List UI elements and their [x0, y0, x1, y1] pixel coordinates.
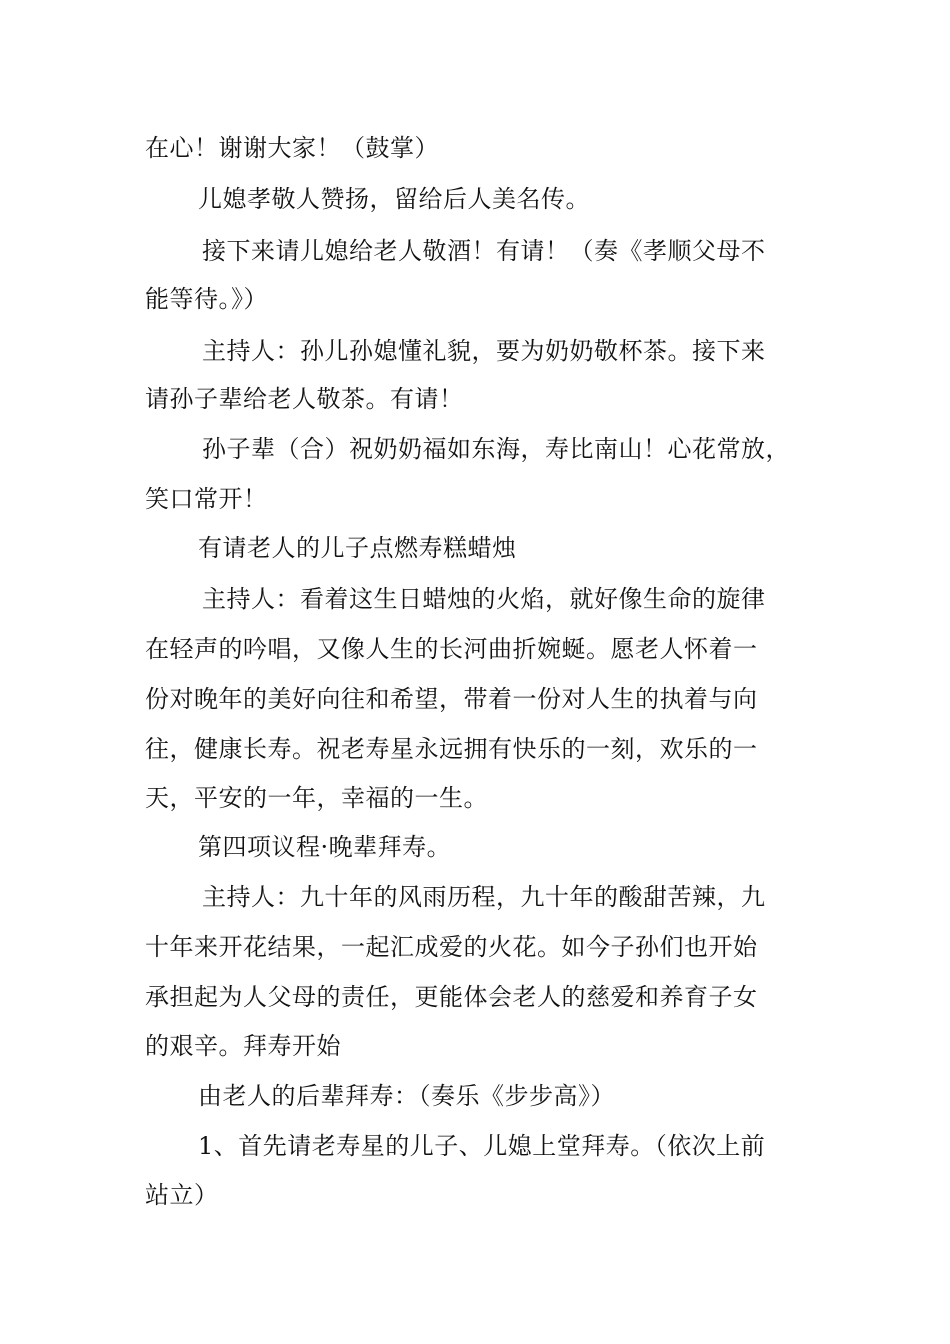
- text-line: 孙子辈（合）祝奶奶福如东海，寿比南山！心花常放，: [202, 435, 790, 463]
- text-line: 在心！谢谢大家！（鼓掌）: [145, 134, 439, 162]
- text-line: 接下来请儿媳给老人敬酒！有请！（奏《孝顺父母不: [202, 237, 766, 265]
- text-line: 主持人：九十年的风雨历程，九十年的酸甜苦辣，九: [202, 883, 766, 911]
- text-line: 份对晚年的美好向往和希望，带着一份对人生的执着与向: [145, 685, 758, 713]
- text-line: 的艰辛。拜寿开始: [145, 1032, 341, 1060]
- text-line: 在轻声的吟唱，又像人生的长河曲折婉蜒。愿老人怀着一: [145, 635, 758, 663]
- text-line: 儿媳孝敬人赞扬，留给后人美名传。: [198, 185, 590, 213]
- text-line: 由老人的后辈拜寿：（奏乐《步步高》）: [198, 1082, 615, 1110]
- text-line: 承担起为人父母的责任，更能体会老人的慈爱和养育子女: [145, 983, 758, 1011]
- text-line: 站立）: [145, 1181, 219, 1209]
- text-line: 十年来开花结果，一起汇成爱的火花。如今子孙们也开始: [145, 933, 758, 961]
- text-line: 天，平安的一年，幸福的一生。: [145, 784, 488, 812]
- text-line: 能等待。》）: [145, 285, 268, 313]
- text-line: 往，健康长寿。祝老寿星永远拥有快乐的一刻，欢乐的一: [145, 735, 758, 763]
- text-line: 第四项议程·晚辈拜寿。: [198, 833, 452, 861]
- text-line: 请孙子辈给老人敬茶。有请！: [145, 385, 464, 413]
- text-line: 主持人：孙儿孙媳懂礼貌，要为奶奶敬杯茶。接下来: [202, 337, 766, 365]
- text-line: 主持人：看着这生日蜡烛的火焰，就好像生命的旋律: [202, 585, 766, 613]
- text-line: 笑口常开！: [145, 485, 268, 513]
- text-line: 有请老人的儿子点燃寿糕蜡烛: [198, 534, 517, 562]
- text-line: 1、首先请老寿星的儿子、儿媳上堂拜寿。（依次上前: [198, 1132, 766, 1160]
